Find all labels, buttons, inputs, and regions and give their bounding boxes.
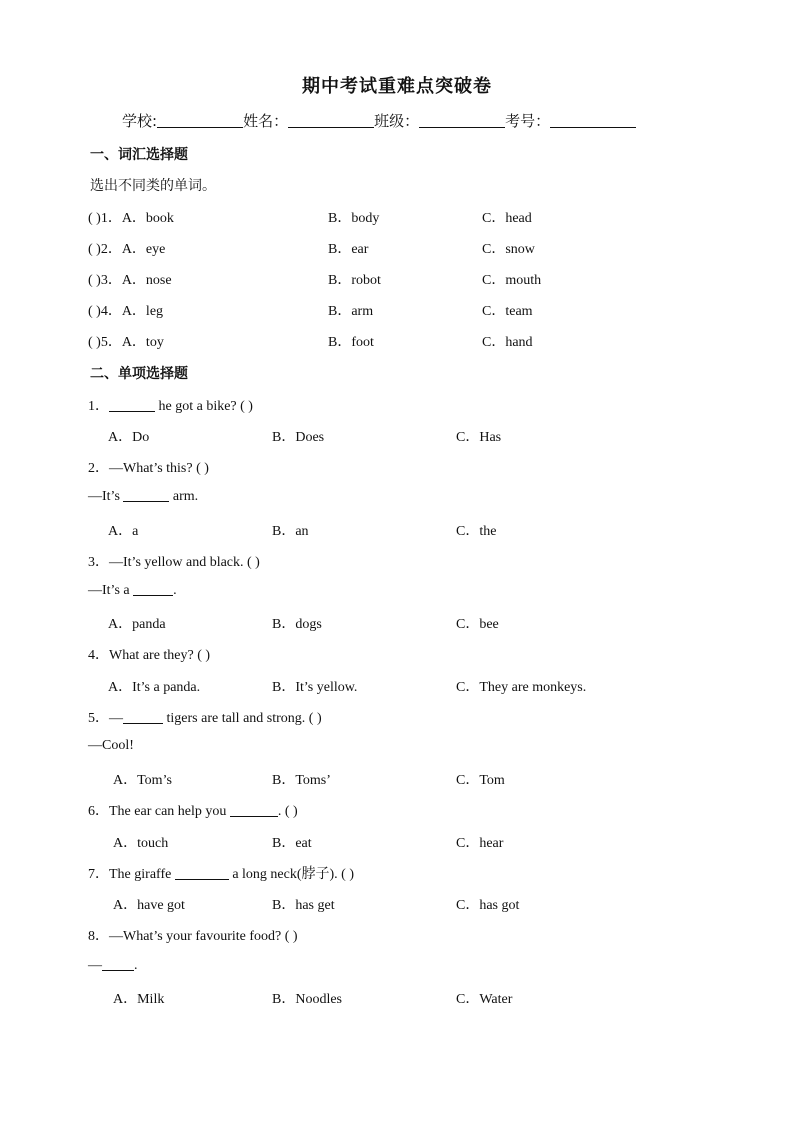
question-5 bbox=[88, 707, 322, 727]
question-2-line2 bbox=[88, 488, 198, 505]
question-text: tigers are tall and strong. ( ) bbox=[163, 711, 322, 726]
vocab-item bbox=[0, 207, 794, 229]
option-c[interactable]: C．has got bbox=[456, 898, 520, 913]
answer-blank[interactable] bbox=[230, 803, 278, 817]
option-b[interactable]: B．Does bbox=[272, 430, 325, 445]
vocab-item-a: ( )5．A．toy bbox=[88, 335, 164, 350]
option-a[interactable]: A．Tom’s bbox=[113, 773, 172, 788]
vocab-item-a: ( )1．A．book bbox=[88, 211, 174, 226]
vocab-item bbox=[0, 238, 794, 260]
student-info-line bbox=[122, 110, 636, 131]
options-row bbox=[0, 613, 794, 635]
vocab-item-c: C．team bbox=[482, 304, 533, 319]
question-number: 5．— bbox=[88, 711, 123, 726]
school-label: 学校: bbox=[122, 112, 158, 130]
vocab-item-b: B．ear bbox=[328, 242, 369, 257]
question-text: arm. bbox=[169, 489, 199, 504]
vocab-item-b: B．body bbox=[328, 211, 380, 226]
school-field[interactable] bbox=[157, 113, 243, 128]
question-4: 4．What are they? ( ) bbox=[88, 648, 211, 663]
exam-number-label: 考号： bbox=[505, 112, 551, 130]
question-text: 7．The giraffe bbox=[88, 867, 175, 882]
name-field[interactable] bbox=[288, 113, 374, 128]
vocab-item-c: C．head bbox=[482, 211, 532, 226]
answer-blank[interactable] bbox=[175, 866, 229, 880]
question-7 bbox=[88, 863, 354, 883]
question-8-line2 bbox=[88, 957, 138, 974]
option-b[interactable]: B．an bbox=[272, 524, 309, 539]
question-text: —It’s a bbox=[88, 583, 134, 598]
question-number: 1． bbox=[88, 399, 109, 414]
option-b[interactable]: B．has get bbox=[272, 898, 335, 913]
option-a[interactable]: A．have got bbox=[113, 898, 185, 913]
option-b[interactable]: B．dogs bbox=[272, 617, 322, 632]
question-text: . bbox=[173, 583, 177, 598]
vocab-item-a: ( )3．A．nose bbox=[88, 273, 172, 288]
vocab-item bbox=[0, 331, 794, 353]
option-c[interactable]: C．They are monkeys. bbox=[456, 680, 587, 695]
question-3-line2 bbox=[88, 582, 177, 599]
answer-blank[interactable] bbox=[133, 582, 173, 596]
vocab-item-b: B．arm bbox=[328, 304, 374, 319]
option-a[interactable]: A．a bbox=[108, 524, 139, 539]
vocab-item-c: C．snow bbox=[482, 242, 535, 257]
vocab-item-c: C．hand bbox=[482, 335, 533, 350]
question-1 bbox=[88, 395, 253, 415]
option-a[interactable]: A．It’s a panda. bbox=[108, 680, 201, 695]
question-3: 3．—It’s yellow and black. ( ) bbox=[88, 555, 260, 570]
exam-number-field[interactable] bbox=[550, 113, 636, 128]
option-c[interactable]: C．Has bbox=[456, 430, 502, 445]
vocab-item bbox=[0, 269, 794, 291]
option-b[interactable]: B．eat bbox=[272, 836, 312, 851]
option-c[interactable]: C．the bbox=[456, 524, 497, 539]
question-text: — bbox=[88, 958, 102, 973]
question-8: 8．—What’s your favourite food? ( ) bbox=[88, 929, 298, 944]
option-a[interactable]: A．panda bbox=[108, 617, 166, 632]
options-row bbox=[0, 520, 794, 542]
class-label: 班级： bbox=[374, 112, 420, 130]
answer-blank[interactable] bbox=[102, 957, 134, 971]
vocab-item-c: C．mouth bbox=[482, 273, 542, 288]
vocab-item-a: ( )2．A．eye bbox=[88, 242, 166, 257]
option-b[interactable]: B．Noodles bbox=[272, 992, 342, 1007]
question-text: 6．The ear can help you bbox=[88, 804, 230, 819]
option-c[interactable]: C．Tom bbox=[456, 773, 505, 788]
option-b[interactable]: B．It’s yellow. bbox=[272, 680, 358, 695]
options-row bbox=[0, 426, 794, 448]
question-text: a long neck(脖子). ( ) bbox=[228, 867, 355, 882]
section1-instruction: 选出不同类的单词。 bbox=[90, 178, 216, 194]
option-b[interactable]: B．Toms’ bbox=[272, 773, 331, 788]
option-c[interactable]: C．bee bbox=[456, 617, 499, 632]
question-5-line2: —Cool! bbox=[88, 738, 134, 753]
vocab-item-a: ( )4．A．leg bbox=[88, 304, 164, 319]
question-2: 2．—What’s this? ( ) bbox=[88, 461, 209, 476]
question-6 bbox=[88, 800, 298, 820]
option-c[interactable]: C．hear bbox=[456, 836, 504, 851]
options-row bbox=[0, 676, 794, 698]
question-text: he got a bike? ( ) bbox=[155, 399, 253, 414]
vocab-item bbox=[0, 300, 794, 322]
answer-blank[interactable] bbox=[123, 710, 163, 724]
answer-blank[interactable] bbox=[109, 398, 155, 412]
question-text: . bbox=[134, 958, 138, 973]
option-a[interactable]: A．Do bbox=[108, 430, 150, 445]
options-row bbox=[0, 894, 794, 916]
answer-blank[interactable] bbox=[123, 488, 169, 502]
class-field[interactable] bbox=[419, 113, 505, 128]
options-row bbox=[0, 988, 794, 1010]
vocab-item-b: B．robot bbox=[328, 273, 381, 288]
vocab-item-b: B．foot bbox=[328, 335, 374, 350]
section2-heading: 二、单项选择题 bbox=[90, 366, 188, 382]
question-text: . ( ) bbox=[277, 804, 298, 819]
option-c[interactable]: C．Water bbox=[456, 992, 513, 1007]
question-text: —It’s bbox=[88, 489, 124, 504]
option-a[interactable]: A．touch bbox=[113, 836, 169, 851]
options-row bbox=[0, 769, 794, 791]
options-row bbox=[0, 832, 794, 854]
option-a[interactable]: A．Milk bbox=[113, 992, 165, 1007]
section1-heading: 一、词汇选择题 bbox=[90, 147, 188, 163]
page-title: 期中考试重难点突破卷 bbox=[302, 76, 492, 97]
name-label: 姓名： bbox=[243, 112, 289, 130]
